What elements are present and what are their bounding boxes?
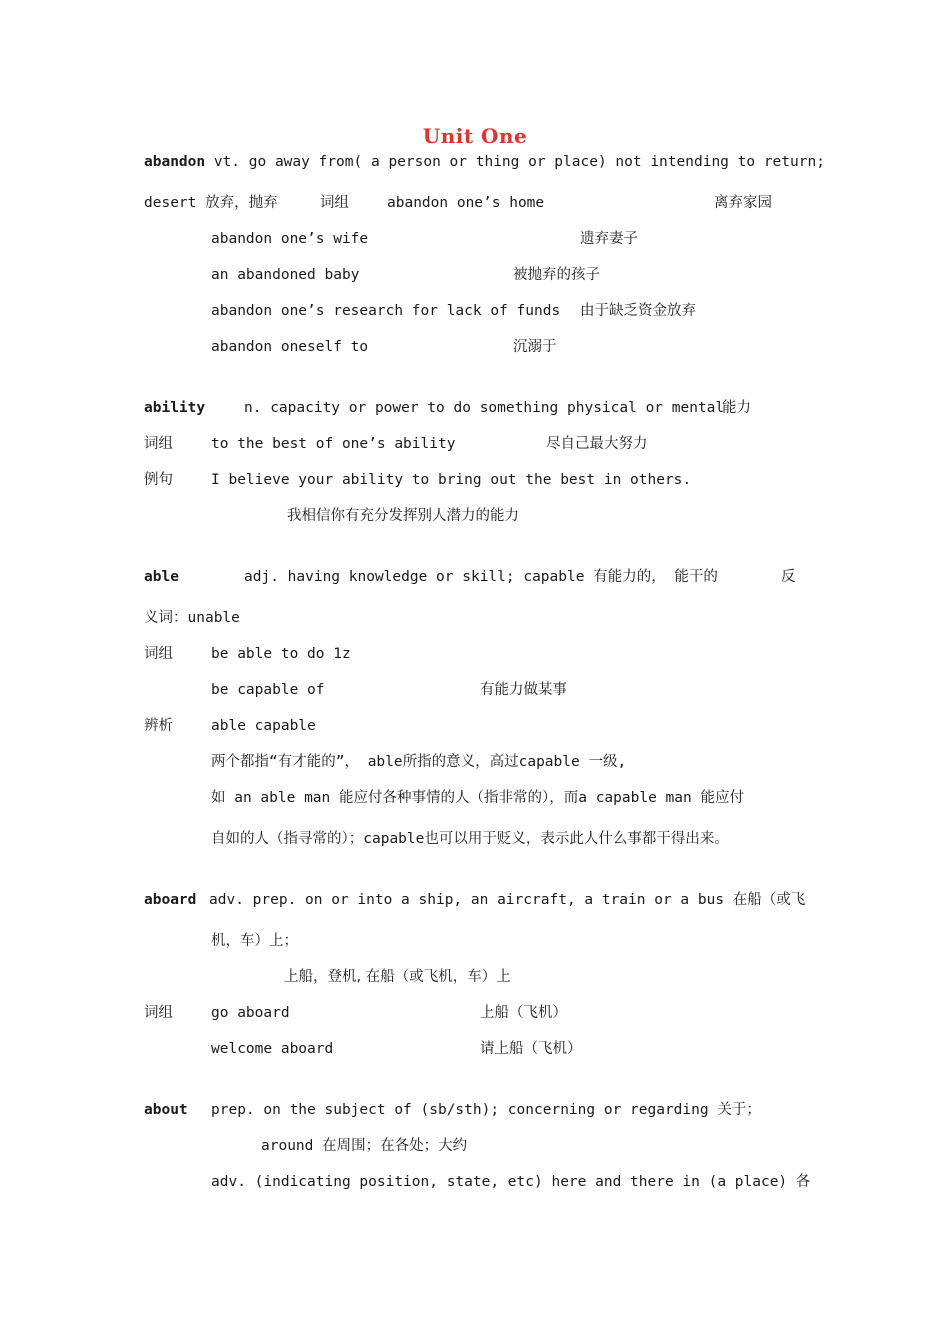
headword-abandon: abandon [144, 154, 206, 170]
ability-example-zh: 我相信你有充分发挥别人潜力的能力 [287, 508, 519, 524]
ability-phrase-en: to the best of one’s ability [211, 436, 456, 452]
abandon-phrase-en: abandon one’s wife [211, 231, 369, 247]
able-analysis-head: able capable [211, 718, 316, 734]
able-analysis-line: 如 an able man 能应付各种事情的人（指非常的），而a capable man 能应付 [211, 790, 744, 806]
aboard-phrase-en: go aboard [211, 1005, 290, 1021]
ability-definition-zh: 能力 [722, 400, 751, 416]
abandon-phrase-en: abandon oneself to [211, 339, 369, 355]
aboard-definition-cont: 机，车）上； [211, 933, 298, 949]
about-definition: prep. on the subject of (sb/sth); concerning or regarding 关于； [211, 1102, 761, 1118]
aboard-phrase-en: welcome aboard [211, 1041, 334, 1057]
able-definition: adj. having knowledge or skill; capable 有能力的， 能干的 [244, 569, 718, 585]
able-phrase-label: 词组 [144, 646, 173, 662]
able-phrase-2-zh: 有能力做某事 [480, 682, 567, 698]
abandon-phrase-zh: 沉溺于 [513, 339, 557, 355]
aboard-definition: adv. prep. on or into a ship, an aircraft, a train or a bus 在船（或飞 [209, 892, 806, 908]
ability-phrase-zh: 尽自己最大努力 [546, 436, 648, 452]
able-analysis-line: 自如的人（指寻常的）；capable也可以用于贬义，表示此人什么事都干得出来。 [211, 831, 729, 847]
abandon-phrase-label: 词组 [320, 195, 349, 211]
about-definition-adv: adv. (indicating position, state, etc) here and there in (a place) 各 [211, 1174, 811, 1190]
abandon-definition: vt. go away from( a person or thing or place) not intending to return; [213, 154, 825, 170]
able-phrase-1: be able to do 1z [211, 646, 351, 662]
headword-ability: ability [144, 400, 206, 416]
able-analysis-label: 辨析 [144, 718, 173, 734]
aboard-phrase-label: 词组 [144, 1005, 173, 1021]
abandon-phrase-en: abandon one’s home [387, 195, 545, 211]
ability-definition: n. capacity or power to do something physical or mental [244, 400, 725, 416]
abandon-phrase-zh: 被抛弃的孩子 [513, 267, 600, 283]
aboard-phrase-zh: 请上船（飞机） [480, 1041, 582, 1057]
abandon-definition-cont: desert 放弃，抛弃 [144, 195, 278, 211]
abandon-phrase-zh: 由于缺乏资金放弃 [580, 303, 696, 319]
ability-example-en: I believe your ability to bring out the best in others. [211, 472, 692, 488]
able-antonym-start: 反 [781, 569, 796, 585]
headword-aboard: aboard [144, 892, 197, 908]
aboard-definition-zh: 上船，登机, 在船（或飞机，车）上 [284, 969, 511, 985]
headword-about: about [144, 1102, 188, 1118]
ability-example-label: 例句 [144, 472, 173, 488]
abandon-phrase-zh: 遗弃妻子 [580, 231, 638, 247]
headword-able: able [144, 569, 179, 585]
aboard-phrase-zh: 上船（飞机） [480, 1005, 567, 1021]
ability-phrase-label: 词组 [144, 436, 173, 452]
able-antonym: 义词：unable [144, 610, 240, 626]
page-title: Unit One [422, 124, 528, 148]
about-definition-cont: around 在周围；在各处；大约 [261, 1138, 468, 1154]
abandon-phrase-zh: 离弃家园 [714, 195, 772, 211]
abandon-phrase-en: an abandoned baby [211, 267, 360, 283]
abandon-phrase-en: abandon one’s research for lack of funds [211, 303, 561, 319]
able-phrase-2-en: be capable of [211, 682, 325, 698]
able-analysis-line: 两个都指“有才能的”， able所指的意义，高过capable 一级, [211, 754, 627, 770]
entry-abandon-line1 [144, 152, 825, 172]
